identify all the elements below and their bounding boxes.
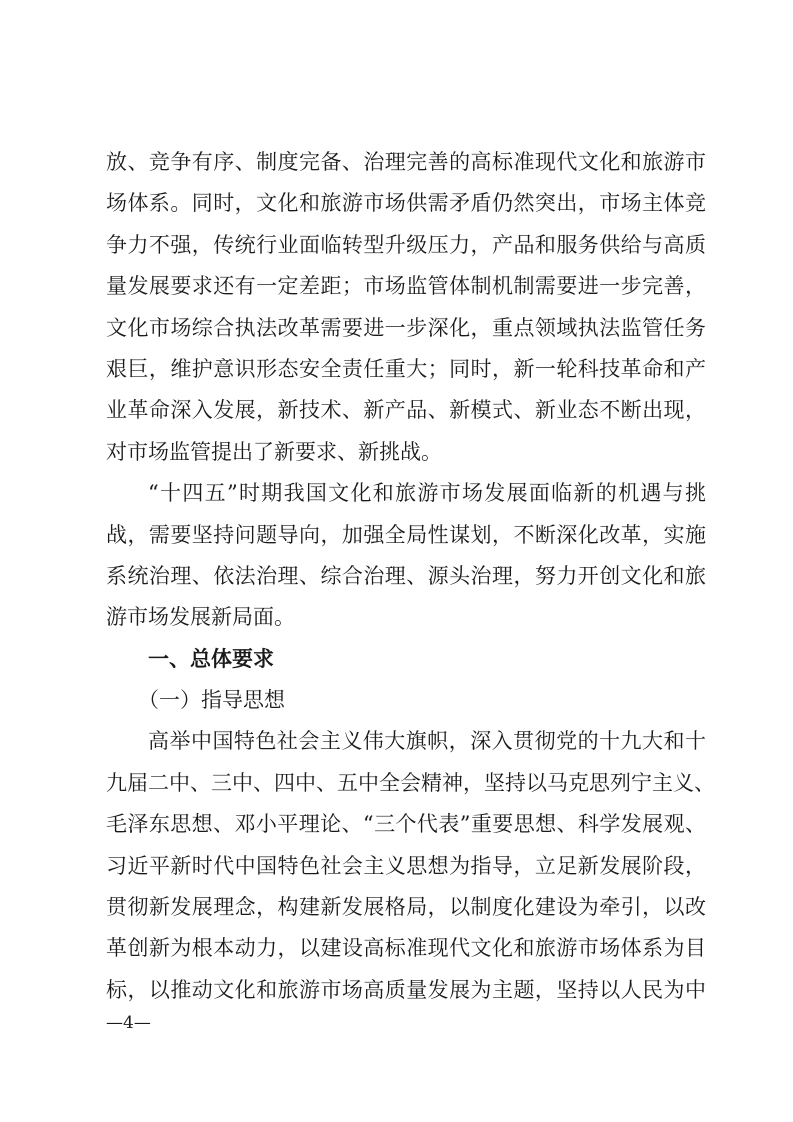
paragraph-line: 贯彻新发展理念，构建新发展格局，以制度化建设为牵引，以改 [106, 895, 706, 920]
section-heading: 一、总体要求 [148, 646, 274, 671]
paragraph-line: 九届二中、三中、四中、五中全会精神，坚持以马克思列宁主义、 [106, 770, 715, 795]
paragraph-line: 量发展要求还有一定差距；市场监管体制机制需要进一步完善， [106, 274, 706, 299]
paragraph-line: 战，需要坚持问题导向，加强全局性谋划，不断深化改革，实施 [106, 522, 706, 547]
paragraph-line: 革创新为根本动力，以建设高标准现代文化和旅游市场体系为目 [106, 936, 706, 961]
paragraph-line: 争力不强，传统行业面临转型升级压力，产品和服务供给与高质 [106, 232, 706, 257]
page-number: —4— [106, 1013, 151, 1033]
body-text [106, 142, 715, 1011]
paragraph-line: 毛泽东思想、邓小平理论、“三个代表”重要思想、科学发展观、 [106, 812, 706, 837]
paragraph-line: 标，以推动文化和旅游市场高质量发展为主题，坚持以人民为中 [106, 977, 706, 1002]
paragraph-line: 习近平新时代中国特色社会主义思想为指导，立足新发展阶段， [106, 853, 706, 878]
paragraph-line: 游市场发展新局面。 [106, 605, 295, 630]
paragraph-line: 文化市场综合执法改革需要进一步深化，重点领域执法监管任务 [106, 315, 706, 340]
paragraph-line: 高举中国特色社会主义伟大旗帜，深入贯彻党的十九大和十 [148, 729, 706, 754]
subsection-heading: （一）指导思想 [138, 688, 285, 713]
paragraph-line: 对市场监管提出了新要求、新挑战。 [106, 439, 442, 464]
paragraph-line: “十四五”时期我国文化和旅游市场发展面临新的机遇与挑 [148, 481, 706, 506]
paragraph-line: 业革命深入发展，新技术、新产品、新模式、新业态不断出现， [106, 398, 706, 423]
paragraph-line: 放、竞争有序、制度完备、治理完善的高标准现代文化和旅游市 [106, 150, 706, 174]
paragraph-line: 场体系。同时，文化和旅游市场供需矛盾仍然突出，市场主体竞 [106, 191, 706, 216]
paragraph-line: 艰巨，维护意识形态安全责任重大；同时，新一轮科技革命和产 [106, 356, 706, 381]
paragraph-line: 系统治理、依法治理、综合治理、源头治理，努力开创文化和旅 [106, 563, 706, 588]
